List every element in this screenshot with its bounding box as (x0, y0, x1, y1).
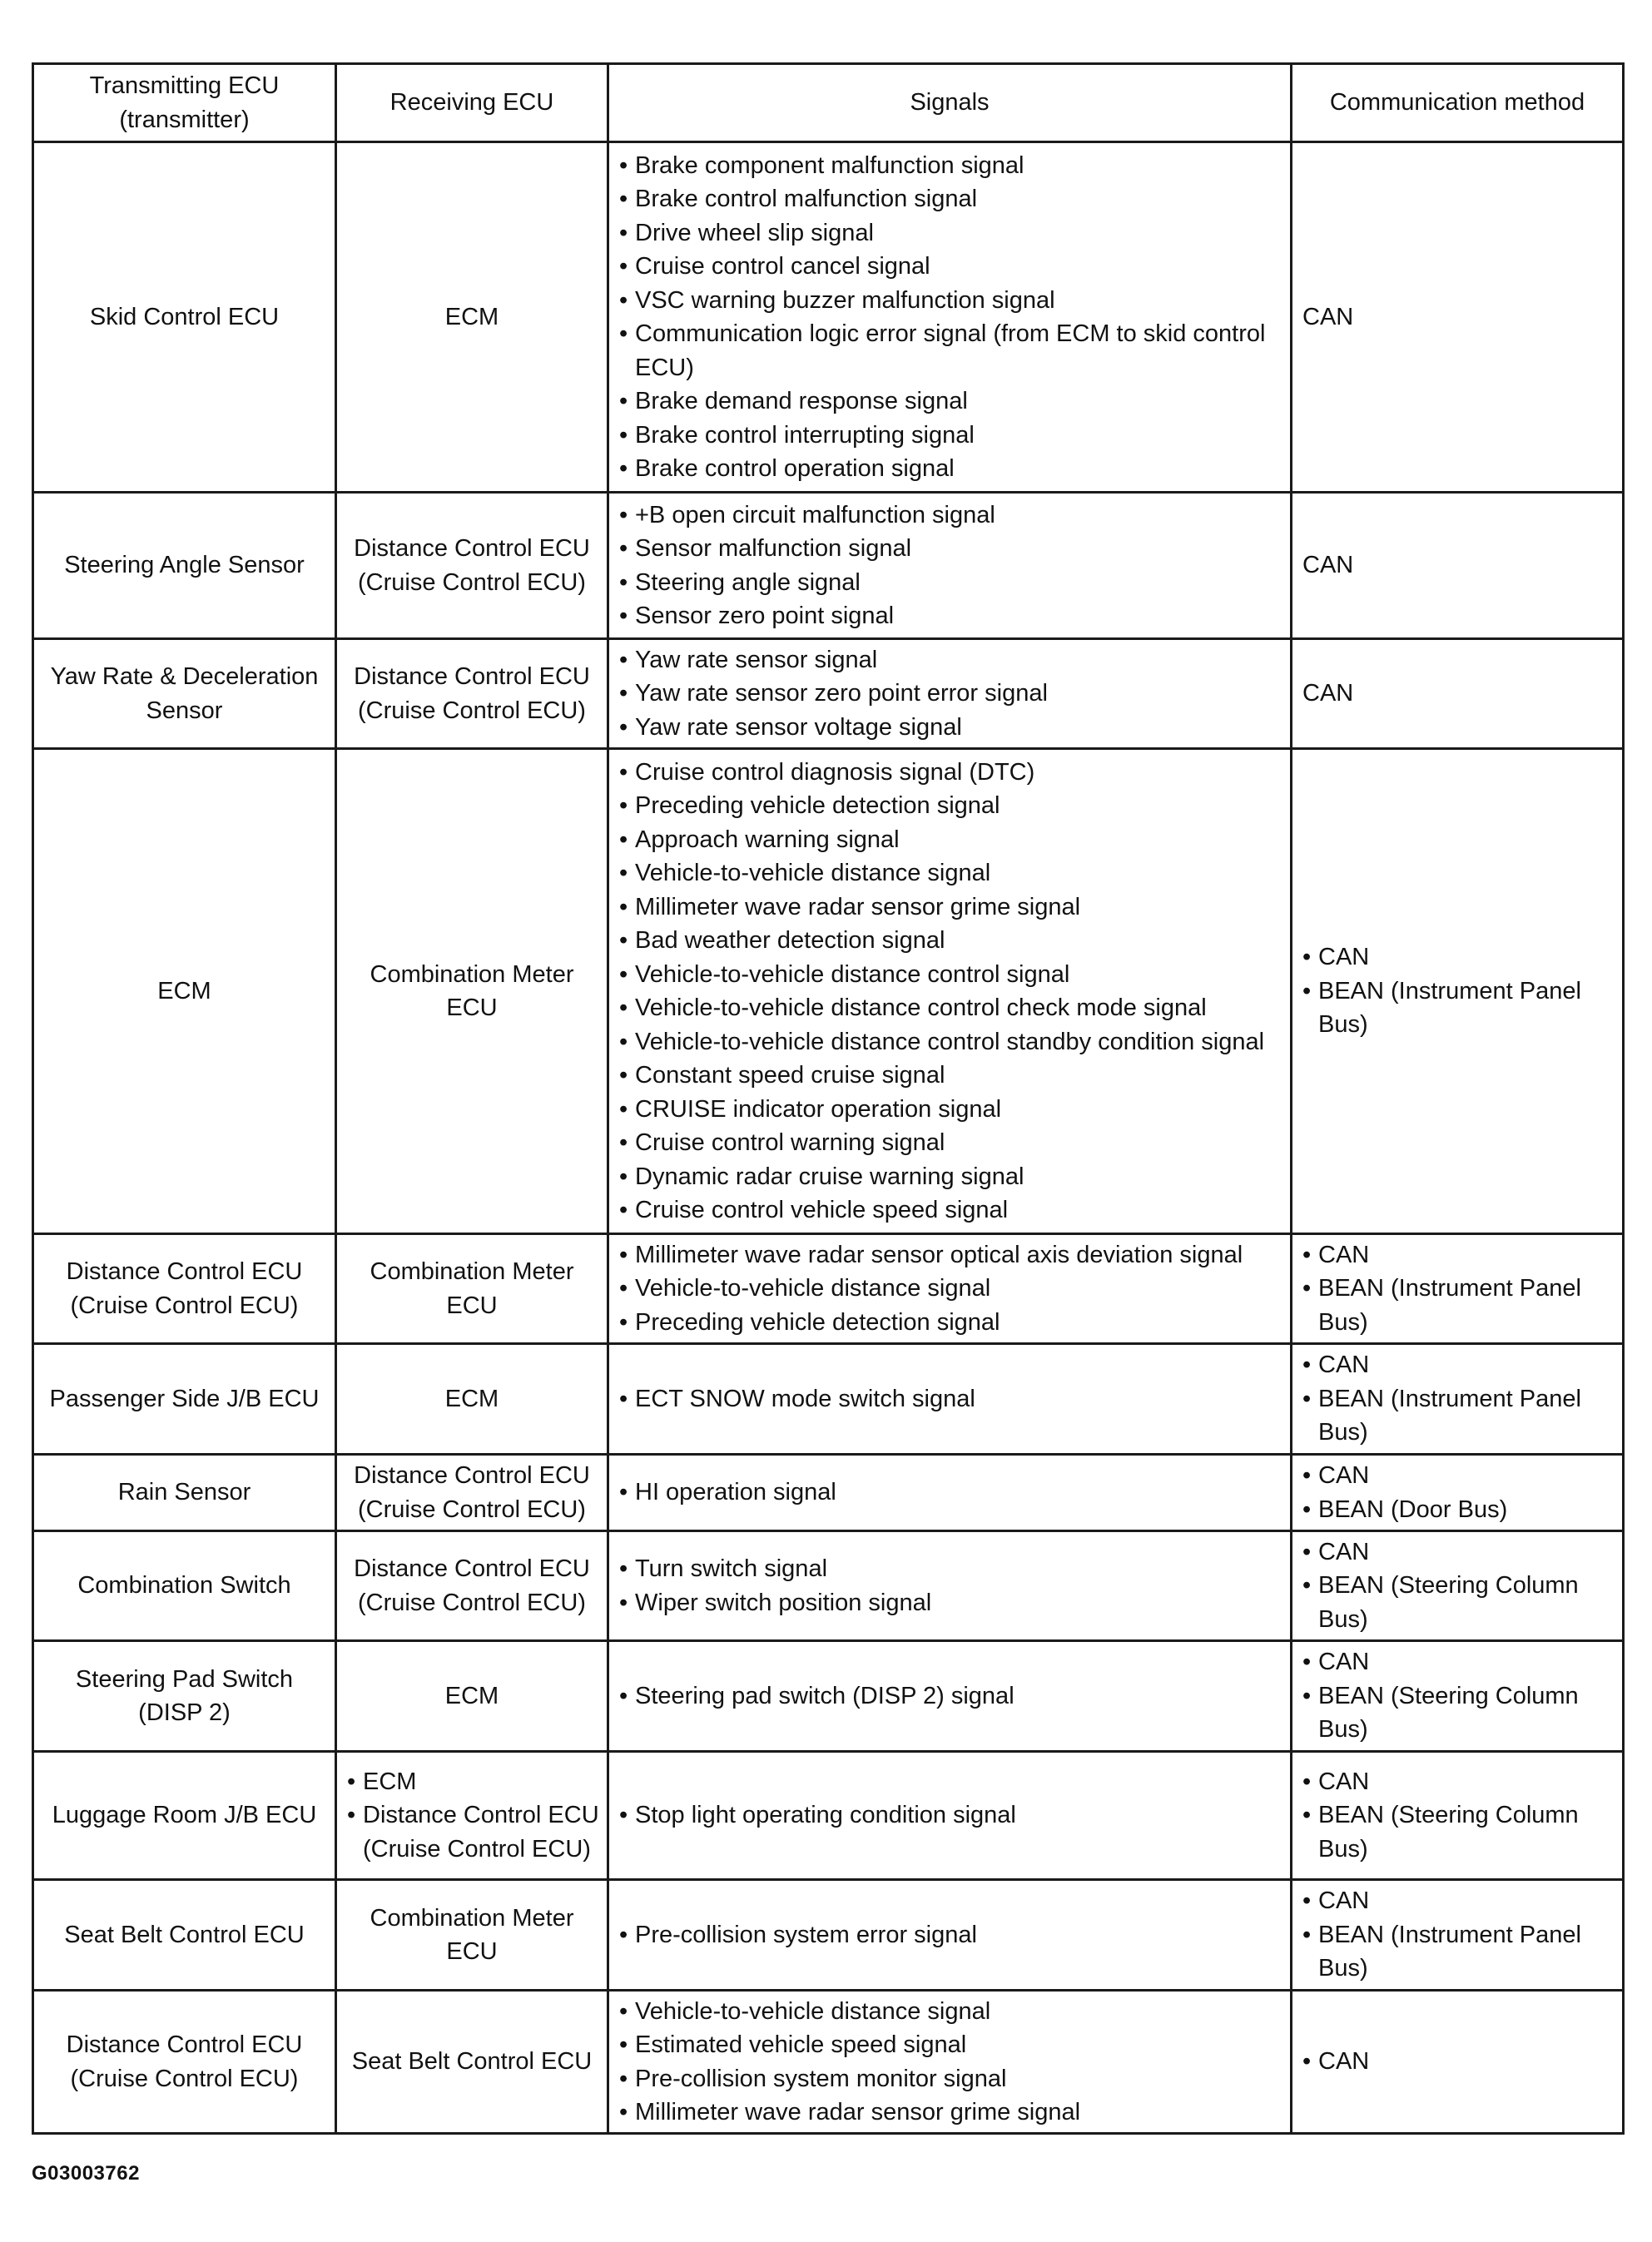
signal-item: • Vehicle-to-vehicle distance signal (619, 1272, 1285, 1306)
signals-cell (608, 493, 1292, 639)
method-item: • BEAN (Steering Column Bus) (1302, 1679, 1617, 1747)
receiving-ecu-name: Combination Meter ECU (370, 1258, 574, 1319)
receiving-ecu-name: ECM (444, 1682, 499, 1709)
receiving-ecu-item: • Distance Control ECU (Cruise Control ECU) (347, 1798, 602, 1866)
method-item: • BEAN (Instrument Panel Bus) (1302, 1272, 1617, 1339)
method-item: • CAN (1302, 1884, 1617, 1918)
signals-cell (608, 142, 1292, 493)
receiving-ecu-name: Distance Control ECU (Cruise Control ECU) (354, 1462, 590, 1523)
receiving-ecu-name: Distance Control ECU (Cruise Control ECU) (354, 663, 590, 724)
signal-item: • Brake control interrupting signal (619, 419, 1285, 453)
signal-list (619, 1476, 1285, 1510)
receiving-ecu-cell (336, 142, 608, 493)
receiving-ecu-cell (336, 1234, 608, 1344)
signal-item: • Stop light operating condition signal (619, 1798, 1285, 1833)
signal-item: • Sensor malfunction signal (619, 532, 1285, 566)
table-row (33, 1531, 1624, 1641)
receiving-ecu-cell (336, 1455, 608, 1531)
signal-item: • CRUISE indicator operation signal (619, 1093, 1285, 1127)
communication-method-cell (1292, 1344, 1624, 1455)
signal-list (619, 149, 1285, 486)
signal-list (619, 1995, 1285, 2130)
transmitting-ecu-name: Yaw Rate & Deceleration Sensor (50, 663, 319, 724)
communication-method-cell (1292, 1991, 1624, 2134)
method-item: • CAN (1302, 940, 1617, 975)
table-row (33, 749, 1624, 1234)
communication-method-cell (1292, 1641, 1624, 1752)
signal-list (619, 498, 1285, 633)
method-item: • CAN (1302, 1535, 1617, 1570)
method-item: • CAN (1302, 1765, 1617, 1799)
table-row (33, 1234, 1624, 1344)
signal-item: • Steering pad switch (DISP 2) signal (619, 1679, 1285, 1714)
signal-item: • Yaw rate sensor voltage signal (619, 711, 1285, 745)
signals-cell (608, 1641, 1292, 1752)
signal-item: • Pre-collision system error signal (619, 1918, 1285, 1952)
signals-cell (608, 1531, 1292, 1641)
transmitting-ecu-cell (33, 493, 336, 639)
signal-item: • Cruise control vehicle speed signal (619, 1193, 1285, 1228)
method-item: • CAN (1302, 1459, 1617, 1493)
transmitting-ecu-cell (33, 1344, 336, 1455)
communication-method-name: CAN (1302, 303, 1354, 330)
method-list (1302, 1765, 1617, 1867)
method-item: • CAN (1302, 1348, 1617, 1382)
signal-item: • Vehicle-to-vehicle distance control signal (619, 958, 1285, 992)
table-header-row (33, 64, 1624, 142)
signal-item: • Vehicle-to-vehicle distance signal (619, 856, 1285, 890)
method-item: • BEAN (Door Bus) (1302, 1493, 1617, 1527)
communication-method-cell (1292, 142, 1624, 493)
method-list (1302, 1535, 1617, 1637)
signal-item: • Brake demand response signal (619, 384, 1285, 419)
transmitting-ecu-name: Passenger Side J/B ECU (49, 1385, 320, 1412)
signal-list (619, 1238, 1285, 1340)
signals-cell (608, 1752, 1292, 1880)
signal-list (619, 1552, 1285, 1619)
transmitting-ecu-name: Luggage Room J/B ECU (52, 1802, 317, 1829)
table-row (33, 1991, 1624, 2134)
header-communication-method: Communication method (1292, 64, 1624, 142)
signals-cell (608, 749, 1292, 1234)
signal-item: • Cruise control warning signal (619, 1126, 1285, 1160)
signal-item: • Turn switch signal (619, 1552, 1285, 1586)
signal-list (619, 1382, 1285, 1416)
method-item: • BEAN (Instrument Panel Bus) (1302, 975, 1617, 1042)
signal-item: • VSC warning buzzer malfunction signal (619, 284, 1285, 318)
receiving-ecu-cell (336, 1344, 608, 1455)
receiving-ecu-name: Distance Control ECU (Cruise Control ECU) (354, 1555, 590, 1616)
signal-list (619, 756, 1285, 1228)
communication-method-cell (1292, 1880, 1624, 1991)
communication-method-cell (1292, 1234, 1624, 1344)
ecu-communication-table (32, 62, 1625, 2135)
method-item: • BEAN (Steering Column Bus) (1302, 1798, 1617, 1866)
transmitting-ecu-cell (33, 1531, 336, 1641)
method-item: • BEAN (Instrument Panel Bus) (1302, 1382, 1617, 1450)
table-row (33, 493, 1624, 639)
signal-item: • Vehicle-to-vehicle distance signal (619, 1995, 1285, 2029)
receiving-ecu-list (347, 1765, 602, 1867)
receiving-ecu-cell (336, 1752, 608, 1880)
transmitting-ecu-name: Skid Control ECU (89, 303, 280, 330)
table-row (33, 1641, 1624, 1752)
signal-item: • Cruise control cancel signal (619, 250, 1285, 284)
signals-cell (608, 1880, 1292, 1991)
receiving-ecu-name: Seat Belt Control ECU (351, 2048, 593, 2076)
signal-item: • HI operation signal (619, 1476, 1285, 1510)
signal-item: • Sensor zero point signal (619, 599, 1285, 633)
signal-item: • Pre-collision system monitor signal (619, 2062, 1285, 2096)
method-list (1302, 2045, 1617, 2079)
transmitting-ecu-cell (33, 142, 336, 493)
signal-item: • Yaw rate sensor zero point error signal (619, 677, 1285, 711)
transmitting-ecu-cell (33, 1752, 336, 1880)
signal-item: • Brake component malfunction signal (619, 149, 1285, 183)
signal-item: • Vehicle-to-vehicle distance control check mode signal (619, 991, 1285, 1025)
receiving-ecu-name: Distance Control ECU (Cruise Control ECU) (354, 535, 590, 596)
signal-item: • Vehicle-to-vehicle distance control standby condition signal (619, 1025, 1285, 1059)
signal-item: • Brake control operation signal (619, 452, 1285, 486)
signal-list (619, 1679, 1285, 1714)
signal-item: • Approach warning signal (619, 823, 1285, 857)
method-list (1302, 1884, 1617, 1986)
transmitting-ecu-cell (33, 1641, 336, 1752)
method-list (1302, 1459, 1617, 1526)
method-item: • CAN (1302, 2045, 1617, 2079)
transmitting-ecu-cell (33, 1234, 336, 1344)
table-row (33, 1344, 1624, 1455)
communication-method-cell (1292, 1531, 1624, 1641)
signal-item: • Constant speed cruise signal (619, 1059, 1285, 1093)
figure-code: G03003762 (32, 2162, 140, 2185)
transmitting-ecu-name: Combination Switch (77, 1572, 291, 1600)
signals-cell (608, 1455, 1292, 1531)
receiving-ecu-cell (336, 1880, 608, 1991)
table-row (33, 1880, 1624, 1991)
communication-method-name: CAN (1302, 680, 1354, 707)
transmitting-ecu-name: ECM (157, 977, 211, 1004)
signal-item: • Yaw rate sensor signal (619, 643, 1285, 677)
transmitting-ecu-name: Distance Control ECU (Cruise Control ECU) (66, 2031, 303, 2092)
signal-item: • Brake control malfunction signal (619, 182, 1285, 216)
signal-item: • Preceding vehicle detection signal (619, 789, 1285, 823)
signal-item: • Bad weather detection signal (619, 924, 1285, 958)
table-row (33, 639, 1624, 749)
method-list (1302, 1645, 1617, 1747)
table-row (33, 142, 1624, 493)
method-item: • CAN (1302, 1238, 1617, 1272)
communication-method-cell (1292, 1752, 1624, 1880)
signal-item: • Millimeter wave radar sensor grime signal (619, 890, 1285, 925)
receiving-ecu-cell (336, 639, 608, 749)
transmitting-ecu-name: Steering Pad Switch (DISP 2) (75, 1665, 294, 1726)
receiving-ecu-name: Combination Meter ECU (370, 960, 574, 1021)
header-receiving-ecu: Receiving ECU (336, 64, 608, 142)
header-transmitting-ecu: Transmitting ECU (transmitter) (33, 64, 336, 142)
signal-list (619, 643, 1285, 745)
method-list (1302, 1238, 1617, 1340)
signal-item: • +B open circuit malfunction signal (619, 498, 1285, 533)
signals-cell (608, 1344, 1292, 1455)
transmitting-ecu-cell (33, 639, 336, 749)
receiving-ecu-cell (336, 1991, 608, 2134)
communication-method-cell (1292, 639, 1624, 749)
signal-list (619, 1798, 1285, 1833)
signals-cell (608, 1234, 1292, 1344)
signals-cell (608, 639, 1292, 749)
communication-method-name: CAN (1302, 552, 1354, 579)
communication-method-cell (1292, 749, 1624, 1234)
table-body (33, 142, 1624, 2134)
communication-method-cell (1292, 1455, 1624, 1531)
signal-list (619, 1918, 1285, 1952)
transmitting-ecu-cell (33, 1880, 336, 1991)
table-row (33, 1752, 1624, 1880)
method-item: • BEAN (Steering Column Bus) (1302, 1569, 1617, 1636)
receiving-ecu-item: • ECM (347, 1765, 602, 1799)
signal-item: • Cruise control diagnosis signal (DTC) (619, 756, 1285, 790)
receiving-ecu-cell (336, 493, 608, 639)
signal-item: • Dynamic radar cruise warning signal (619, 1160, 1285, 1194)
signal-item: • Millimeter wave radar sensor optical axis deviation signal (619, 1238, 1285, 1272)
method-item: • BEAN (Instrument Panel Bus) (1302, 1918, 1617, 1986)
receiving-ecu-cell (336, 749, 608, 1234)
transmitting-ecu-name: Rain Sensor (117, 1479, 251, 1506)
receiving-ecu-cell (336, 1641, 608, 1752)
communication-method-cell (1292, 493, 1624, 639)
signal-item: • Communication logic error signal (from ECM to skid control ECU) (619, 317, 1285, 384)
receiving-ecu-name: ECM (444, 1385, 499, 1412)
transmitting-ecu-name: Seat Belt Control ECU (64, 1921, 305, 1948)
signal-item: • Preceding vehicle detection signal (619, 1306, 1285, 1340)
signal-item: • Estimated vehicle speed signal (619, 2028, 1285, 2062)
signal-item: • Millimeter wave radar sensor grime signal (619, 2096, 1285, 2130)
method-list (1302, 940, 1617, 1042)
method-item: • CAN (1302, 1645, 1617, 1679)
signal-item: • Steering angle signal (619, 566, 1285, 600)
signals-cell (608, 1991, 1292, 2134)
signal-item: • ECT SNOW mode switch signal (619, 1382, 1285, 1416)
transmitting-ecu-cell (33, 1455, 336, 1531)
method-list (1302, 1348, 1617, 1450)
transmitting-ecu-name: Distance Control ECU (Cruise Control ECU) (66, 1258, 303, 1319)
table-row (33, 1455, 1624, 1531)
header-signals: Signals (608, 64, 1292, 142)
transmitting-ecu-cell (33, 1991, 336, 2134)
receiving-ecu-name: ECM (444, 303, 499, 330)
signal-item: • Drive wheel slip signal (619, 216, 1285, 250)
receiving-ecu-name: Combination Meter ECU (370, 1904, 574, 1965)
transmitting-ecu-cell (33, 749, 336, 1234)
receiving-ecu-cell (336, 1531, 608, 1641)
transmitting-ecu-name: Steering Angle Sensor (64, 552, 305, 579)
signal-item: • Wiper switch position signal (619, 1586, 1285, 1620)
